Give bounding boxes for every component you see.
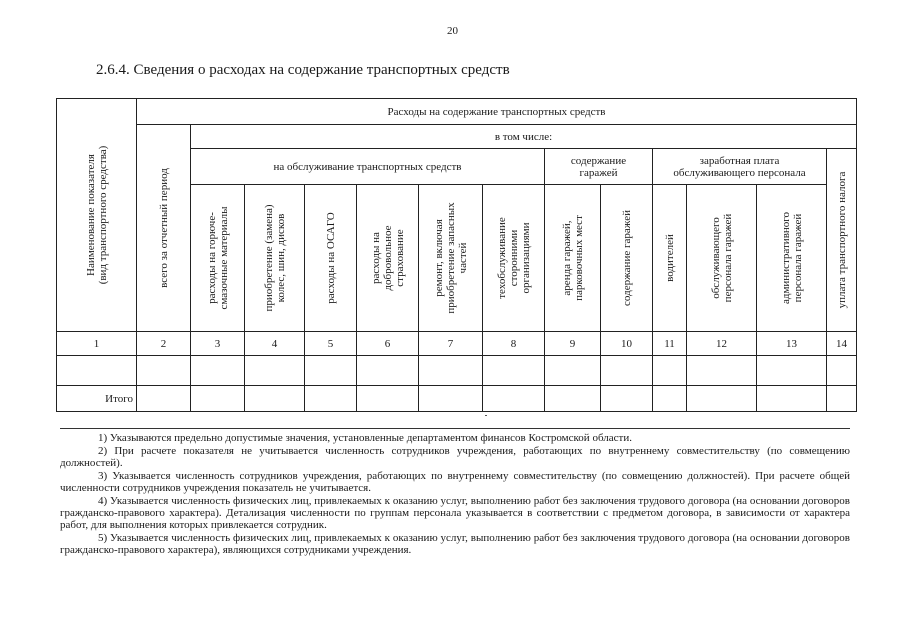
sub-column-header: ремонт, включая приобретение запасных частей — [419, 185, 483, 332]
salary-group-header: заработная плата обслуживающего персонала — [653, 149, 827, 185]
tax-header: уплата транспортного налога — [827, 149, 857, 332]
data-cell — [419, 356, 483, 386]
footnote: 2) При расчете показателя не учитывается численность сотрудников учреждения, работающих по внутреннему совместительству (по совмещению должностей). — [60, 445, 850, 469]
footnote-rule — [60, 428, 850, 429]
sub-column-header: обслуживающего персонала гаражей — [687, 185, 757, 332]
footnote: 3) Указывается численность сотрудников учреждения, работающих по внутреннему совместительству (по совмещению должностей). При расчете общей численности сотрудников учреждения показатель не учитывается. — [60, 470, 850, 494]
total-cell — [137, 386, 191, 412]
sub-column-header: содержание гаражей — [601, 185, 653, 332]
sub-column-header: расходы на горюче- смазочные материалы — [191, 185, 245, 332]
total-cell — [757, 386, 827, 412]
data-cell — [191, 356, 245, 386]
column-number: 13 — [757, 332, 827, 356]
data-cell — [483, 356, 545, 386]
including-header: в том числе: — [191, 125, 857, 149]
column-number: 9 — [545, 332, 601, 356]
column-number: 6 — [357, 332, 419, 356]
column-number: 12 — [687, 332, 757, 356]
data-cell — [653, 356, 687, 386]
column-number: 10 — [601, 332, 653, 356]
data-cell — [245, 356, 305, 386]
data-cell — [57, 356, 137, 386]
total-cell — [653, 386, 687, 412]
total-cell — [191, 386, 245, 412]
total-cell — [419, 386, 483, 412]
total-cell — [827, 386, 857, 412]
data-cell — [757, 356, 827, 386]
column-number: 8 — [483, 332, 545, 356]
column-number: 14 — [827, 332, 857, 356]
column-number: 1 — [57, 332, 137, 356]
expenses-table — [56, 98, 857, 412]
sub-column-header: расходы на добровольное страхование — [357, 185, 419, 332]
data-cell — [305, 356, 357, 386]
garages-group-header: содержание гаражей — [545, 149, 653, 185]
total-period-header: всего за отчетный период — [137, 125, 191, 332]
total-cell — [601, 386, 653, 412]
sub-column-header: водителей — [653, 185, 687, 332]
expenses-header: Расходы на содержание транспортных средств — [137, 99, 857, 125]
footnote: 5) Указывается численность физических лиц, привлекаемых к оказанию услуг, выполнению работ без заключения трудового договора (на основании договоров гражданско-правового характера), являющихся сотрудниками учреждения. — [60, 532, 850, 556]
total-cell — [687, 386, 757, 412]
total-cell — [545, 386, 601, 412]
sub-column-header: административного персонала гаражей — [757, 185, 827, 332]
column-number: 2 — [137, 332, 191, 356]
page-number: 20 — [447, 25, 458, 37]
column-number: 7 — [419, 332, 483, 356]
data-cell — [545, 356, 601, 386]
sub-column-header: аренда гаражей, парковочных мест — [545, 185, 601, 332]
data-cell — [827, 356, 857, 386]
total-cell — [483, 386, 545, 412]
column-number: 4 — [245, 332, 305, 356]
footnote: 4) Указывается численность физических лиц, привлекаемых к оказанию услуг, выполнению работ без заключения трудового договора (на основании договоров гражданско-правового характера). Детализация численности по группам персонала указывается в соответствии с предметом договора, в зависимости от характера работ, для выполнения которых привлекается сотрудник. — [60, 495, 850, 531]
data-cell — [357, 356, 419, 386]
column-number: 11 — [653, 332, 687, 356]
section-title: 2.6.4. Сведения о расходах на содержание транспортных средств — [96, 62, 510, 78]
footnotes — [60, 432, 850, 557]
total-label: Итого — [57, 386, 137, 412]
sub-column-header: расходы на ОСАГО — [305, 185, 357, 332]
scan-dot — [485, 415, 487, 416]
data-cell — [601, 356, 653, 386]
sub-column-header: приобретение (замена) колес, шин, дисков — [245, 185, 305, 332]
total-cell — [245, 386, 305, 412]
service-group-header: на обслуживание транспортных средств — [191, 149, 545, 185]
total-cell — [357, 386, 419, 412]
data-cell — [687, 356, 757, 386]
data-cell — [137, 356, 191, 386]
sub-column-header: техобслуживание сторонними организациями — [483, 185, 545, 332]
footnote: 1) Указываются предельно допустимые значения, установленные департаментом финансов Костромской области. — [98, 432, 632, 444]
column-number: 3 — [191, 332, 245, 356]
column-number: 5 — [305, 332, 357, 356]
indicator-header: Наименование показателя (вид транспортного средства) — [57, 99, 137, 332]
total-cell — [305, 386, 357, 412]
